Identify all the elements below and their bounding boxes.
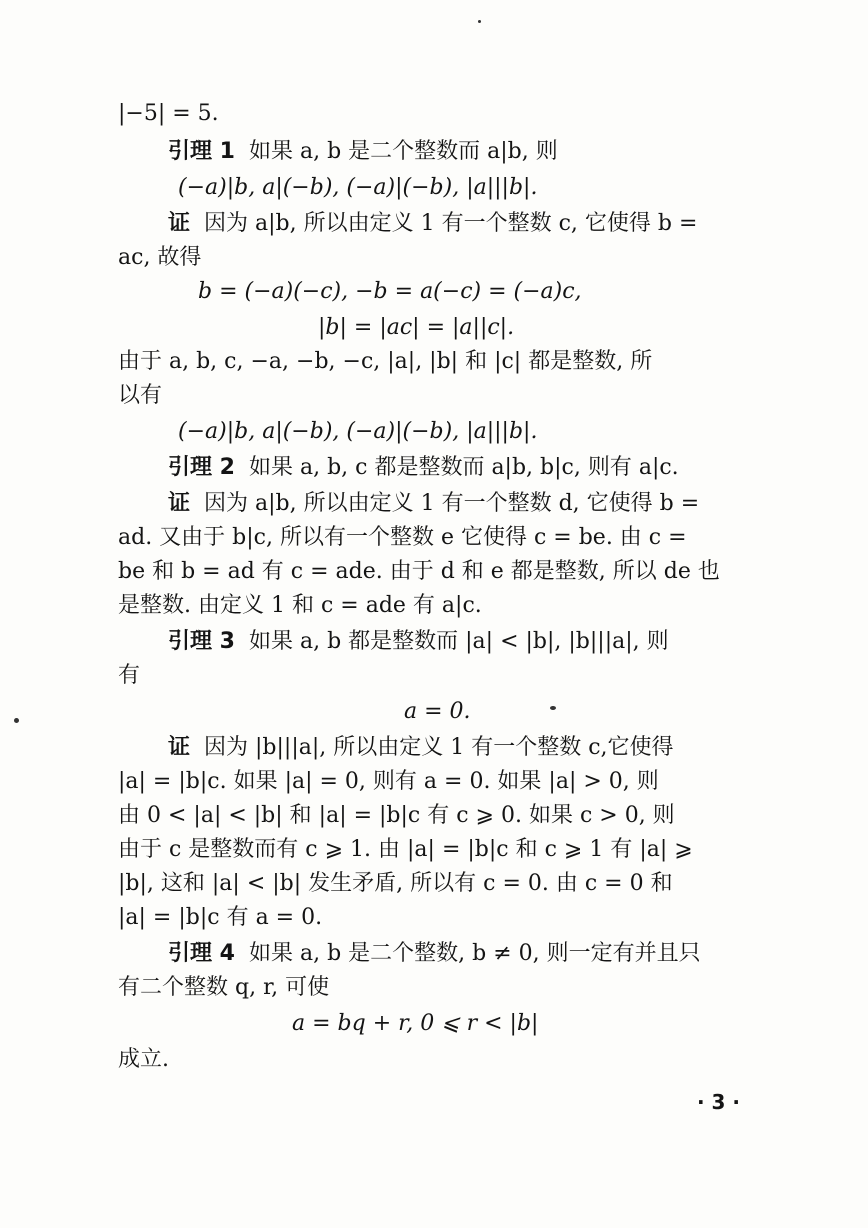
proof-label: 证 [168, 491, 191, 516]
text-line: ac, 故得 [118, 245, 202, 270]
lemma-label: 引理 3 [168, 629, 235, 654]
lemma-label: 引理 2 [168, 455, 235, 480]
lemma-4-heading [168, 938, 762, 970]
lemma-statement: 如果 a, b 都是整数而 |a| < |b|, |b|||a|, 则 [248, 629, 669, 654]
formula-line: a = 0. [404, 699, 471, 724]
text-line: 是整数. 由定义 1 和 c = ade 有 a|c. [118, 593, 482, 618]
text-line: be 和 b = ad 有 c = ade. 由于 d 和 e 都是整数, 所以 de 也 [118, 559, 720, 584]
text-line: |b|, 这和 |a| < |b| 发生矛盾, 所以有 c = 0. 由 c = 0 和 [118, 871, 673, 896]
scan-speck [478, 20, 481, 23]
page-number: · 3 · [696, 1090, 740, 1114]
formula-line: (−a)|b, a|(−b), (−a)|(−b), |a|||b|. [178, 175, 538, 200]
proof-label: 证 [168, 211, 191, 236]
lemma-3-heading [168, 626, 762, 658]
scan-speck [550, 706, 556, 710]
lemma-2-heading [168, 452, 762, 484]
text-line: ad. 又由于 b|c, 所以有一个整数 e 它使得 c = be. 由 c = [118, 525, 687, 550]
text-line: |a| = |b|c. 如果 |a| = 0, 则有 a = 0. 如果 |a| > 0, 则 [118, 769, 659, 794]
lemma-label: 引理 4 [168, 941, 235, 966]
text-line: 由于 c 是整数而有 c ⩾ 1. 由 |a| = |b|c 和 c ⩾ 1 有 |a| ⩾ [118, 837, 693, 862]
lemma-statement: 如果 a, b, c 都是整数而 a|b, b|c, 则有 a|c. [248, 455, 679, 480]
text-line: 成立. [118, 1047, 169, 1072]
scan-speck [14, 718, 19, 723]
formula-line: |b| = |ac| = |a||c|. [318, 315, 515, 340]
lemma-statement: 如果 a, b 是二个整数而 a|b, 则 [248, 139, 558, 164]
proof-1: 证 因为 a|b, 所以由定义 1 有一个整数 c, 它使得 b = [168, 211, 698, 236]
text-line: |−5| = 5. [118, 101, 219, 126]
text-line: 有 [118, 663, 141, 688]
proof-3: 证 因为 |b|||a|, 所以由定义 1 有一个整数 c,它使得 [168, 735, 674, 760]
formula-line: (−a)|b, a|(−b), (−a)|(−b), |a|||b|. [178, 419, 538, 444]
proof-2: 证 因为 a|b, 所以由定义 1 有一个整数 d, 它使得 b = [168, 491, 700, 516]
text-line: |a| = |b|c 有 a = 0. [118, 905, 323, 930]
text-line: 由 0 < |a| < |b| 和 |a| = |b|c 有 c ⩾ 0. 如果 c > 0, 则 [118, 803, 675, 828]
lemma-label: 引理 1 [168, 139, 235, 164]
lemma-statement: 如果 a, b 是二个整数, b ≠ 0, 则一定有并且只 [248, 941, 701, 966]
text-line: 有二个整数 q, r, 可使 [118, 975, 330, 1000]
proof-label: 证 [168, 735, 191, 760]
formula-line: b = (−a)(−c), −b = a(−c) = (−a)c, [198, 279, 582, 304]
text-line: 以有 [118, 383, 163, 408]
lemma-1-heading [168, 136, 762, 168]
text-line: 由于 a, b, c, −a, −b, −c, |a|, |b| 和 |c| 都是整数, 所 [118, 349, 653, 374]
formula-line: a = bq + r, 0 ⩽ r < |b| [292, 1011, 539, 1036]
